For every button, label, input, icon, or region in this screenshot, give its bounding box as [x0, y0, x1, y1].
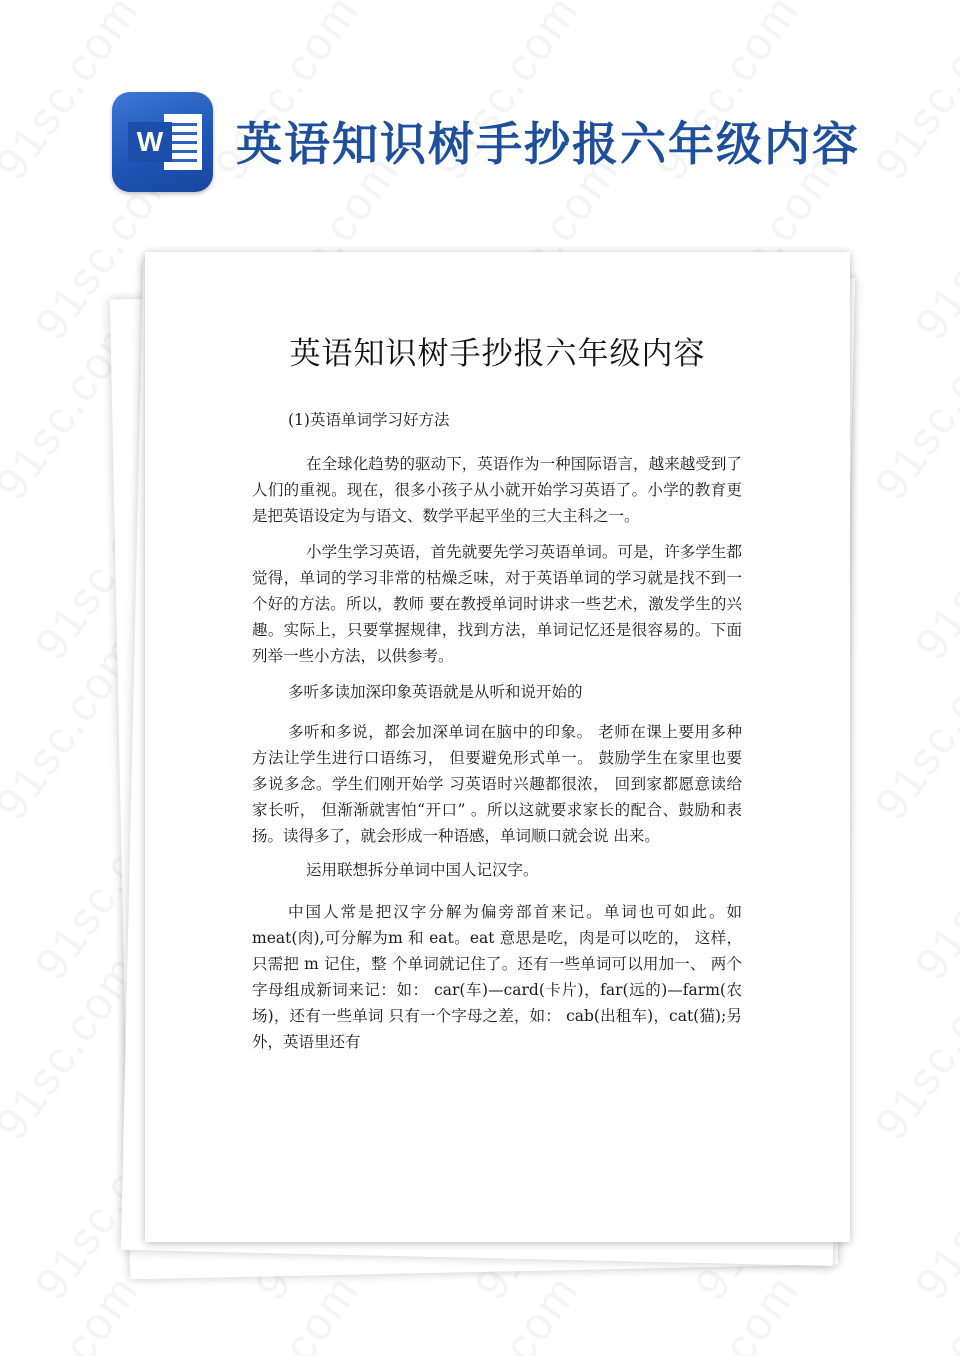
watermark-text	[863, 944, 960, 1149]
paragraph-2: 小学生学习英语，首先就要先学习英语单词。可是，许多学生都觉得，单词的学习非常的枯燥乏味，对于英语单词的学习就是找不到一个好的方法。所以，教师 要在教授单词时讲求一些艺术，激发学生的兴趣。实际上，只要掌握规律，找到方法，单词记忆还是很容易的。下面列举一些小方法，以供参考。	[252, 543, 742, 665]
document-body	[252, 407, 742, 1055]
paragraph-3: 多听和多说，都会加深单词在脑中的印象。 老师在课上要用多种方法让学生进行口语练习， 但要避免形式单一。 鼓励学生在家里也要多说多念。学生们刚开始学 习英语时兴趣都很浓， 回到家都愿意读给家长听， 但渐渐就害怕“开口” 。所以这就要求家长的配合、鼓励和表扬。读得多了，就会形成一种语感，单词顺口就会说 出来。	[252, 723, 742, 845]
page-title: 英语知识树手抄报六年级内容	[236, 117, 860, 171]
subheading-listen-read: 多听多读加深印象英语就是从听和说开始的	[288, 683, 583, 701]
watermark-text	[423, 1264, 589, 1356]
watermark-text	[863, 624, 960, 829]
paragraph-4: 中国人常是把汉字分解为偏旁部首来记。单词也可如此。如 meat(肉),可分解为m 和 eat。eat 意思是吃，肉是可以吃的， 这样，只需把 m 记住，整 个单词就记住了。还有一些单词可以用加一、 两个字母组成新词来记：如： car(车)—card(卡片)，far(远的)—farm(农场)，还有一些单词 只有一个字母之差，如： cab(出租车)，cat(猫);另外，英语里还有	[252, 903, 742, 1051]
document-page	[145, 252, 850, 1242]
word-letter-badge: W	[128, 122, 172, 162]
section-heading: (1)英语单词学习好方法	[288, 411, 450, 429]
watermark-text	[863, 1264, 960, 1356]
word-icon	[112, 92, 213, 192]
watermark-text	[903, 784, 960, 989]
paragraph-1: 在全球化趋势的驱动下，英语作为一种国际语言，越来越受到了人们的重视。现在，很多小孩子从小就开始学习英语了。小学的教育更是把英语设定为与语文、数学平起平坐的三大主科之一。	[252, 455, 742, 525]
page-header	[0, 0, 960, 230]
subheading-association: 运用联想拆分单词中国人记汉字。	[306, 861, 539, 879]
watermark-text	[863, 304, 960, 509]
watermark-text	[203, 1264, 369, 1356]
watermark-text	[903, 1104, 960, 1309]
watermark-text	[0, 1264, 150, 1356]
document-title: 英语知识树手抄报六年级内容	[289, 336, 706, 372]
watermark-text	[643, 1264, 809, 1356]
watermark-text	[903, 464, 960, 669]
